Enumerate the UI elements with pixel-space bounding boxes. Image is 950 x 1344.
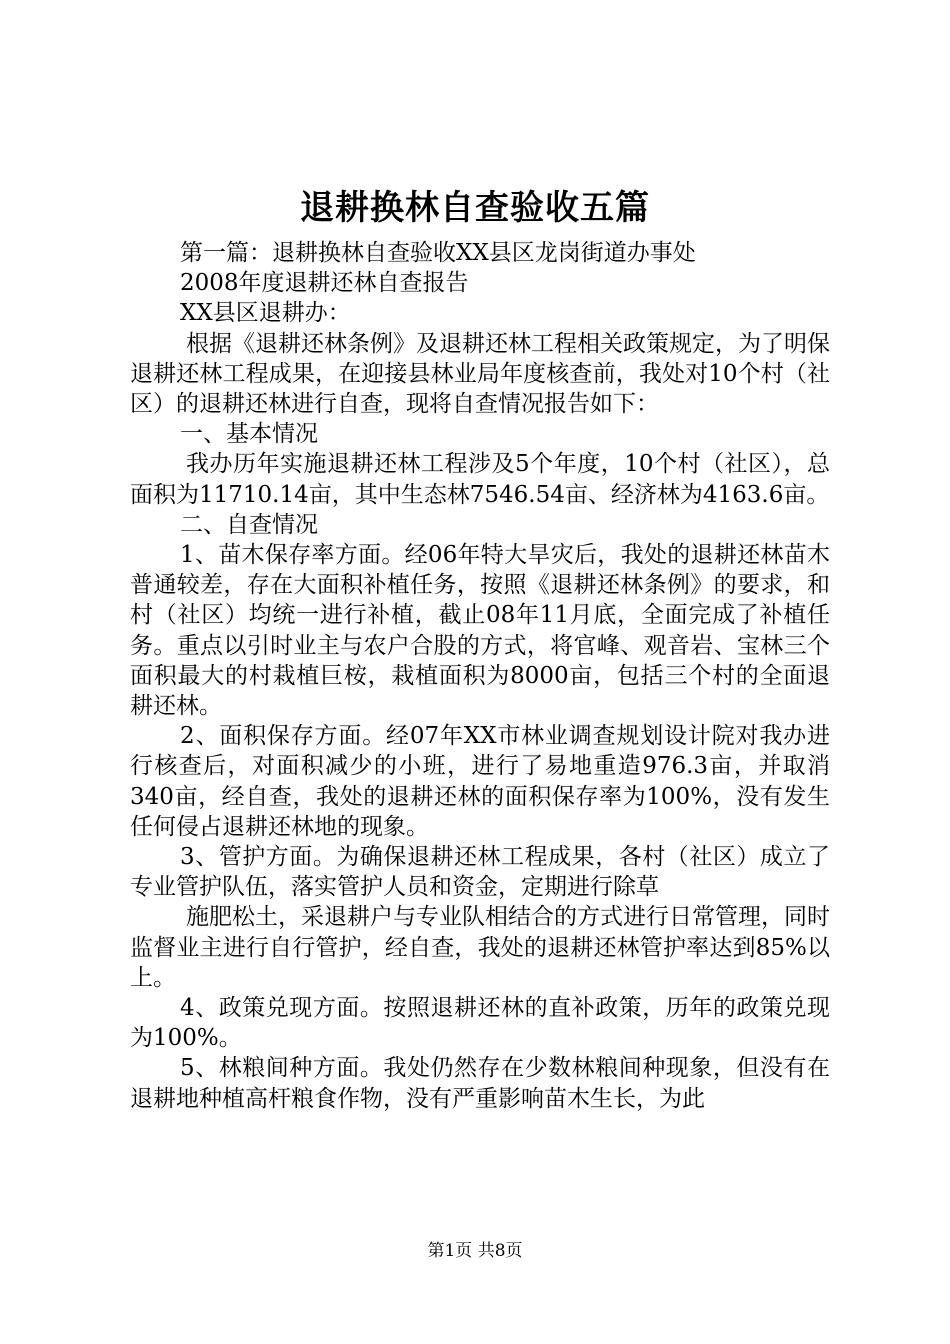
- paragraph-item-1: 1、苗木保存率方面。经06年特大旱灾后，我处的退耕还林苗木普通较差，存在大面积补植任务，按照《退耕还林条例》的要求，和村（社区）均统一进行补植，截止08年11月底，全面完成了补植任务。重点以引时业主与农户合股的方式，将官峰、观音岩、宝林三个面积最大的村栽植巨桉，栽植面积为8000亩，包括三个村的全面退耕还林。: [130, 542, 830, 720]
- paragraph-basic-situation: 我办历年实施退耕还林工程涉及5个年度，10个村（社区），总面积为11710.14亩，其中生态林7546.54亩、经济林为4163.6亩。: [130, 451, 830, 508]
- section-heading-basic: 一、基本情况: [180, 421, 318, 448]
- paragraph-item-4: 4、政策兑现方面。按照退耕还林的直补政策，历年的政策兑现为100%。: [130, 995, 830, 1052]
- paragraph-intro: 根据《退耕还林条例》及退耕还林工程相关政策规定，为了明保退耕还林工程成果，在迎接县林业局年度核查前，我处对10个村（社区）的退耕还林进行自查，现将自查情况报告如下：: [130, 330, 830, 418]
- paragraph-report-title: 2008年度退耕还林自查报告: [180, 270, 469, 297]
- page-footer: 第1页 共8页: [427, 1241, 523, 1261]
- paragraph-item-3-continued: 施肥松土，采退耕户与专业队相结合的方式进行日常管理，同时监督业主进行自行管护，经自查，我处的退耕还林管护率达到85%以上。: [130, 904, 830, 991]
- paragraph-addressee: XX县区退耕办：: [180, 300, 351, 327]
- document-body: [130, 238, 830, 1114]
- paragraph-item-5: 5、林粮间种方面。我处仍然存在少数林粮间种现象，但没有在退耕地种植高杆粮食作物，没有严重影响苗木生长，为此: [130, 1055, 830, 1112]
- paragraph-heading-first: 第一篇：退耕换林自查验收XX县区龙岗街道办事处: [180, 240, 696, 266]
- paragraph-item-2: 2、面积保存方面。经07年XX市林业调查规划设计院对我办进行核查后，对面积减少的小班，进行了易地重造976.3亩，并取消340亩，经自查，我处的退耕还林的面积保存率为100%，没有发生任何侵占退耕还林地的现象。: [130, 723, 830, 840]
- paragraph-item-3: 3、管护方面。为确保退耕还林工程成果，各村（社区）成立了专业管护队伍，落实管护人员和资金，定期进行除草: [130, 844, 830, 901]
- section-heading-self-check: 二、自查情况: [180, 511, 318, 538]
- document-title: 退耕换林自查验收五篇: [300, 188, 650, 228]
